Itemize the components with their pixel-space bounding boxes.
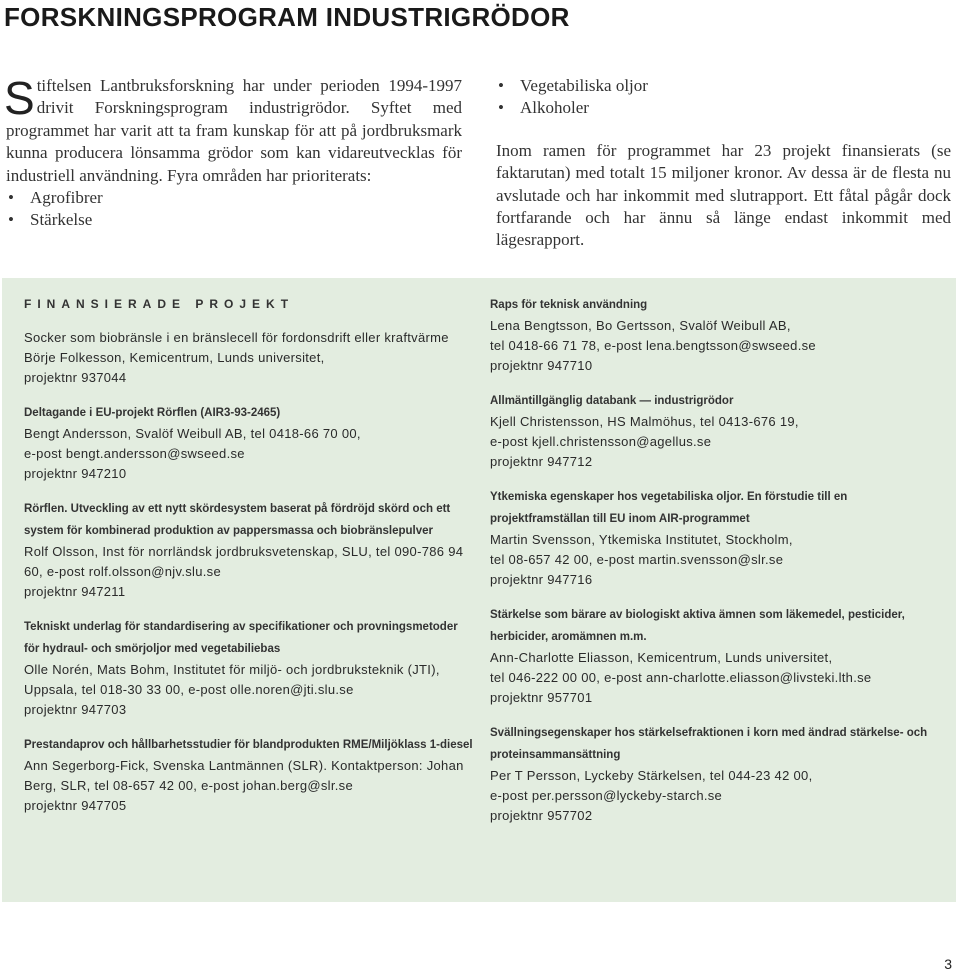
project-detail-line: tel 08-657 42 00, e-post martin.svensson@slr.se bbox=[490, 552, 784, 567]
project-title: Deltagande i EU-projekt Rörflen (AIR3-93-2465) bbox=[24, 407, 281, 419]
fact-box-left-column bbox=[24, 294, 474, 830]
project-title: Rörflen. Utveckling av ett nytt skördesystem baserat på fördröjd skörd och ett system för kombinerad produktion av pappersmassa och biobränslepulver bbox=[24, 503, 451, 537]
project-detail-line: e-post per.persson@lyckeby-starch.se bbox=[490, 788, 723, 803]
project-detail-line: Per T Persson, Lyckeby Stärkelsen, tel 044-23 42 00, bbox=[490, 768, 813, 783]
fact-box-heading: FINANSIERADE PROJEKT bbox=[24, 297, 295, 311]
list-item: • Alkoholer bbox=[496, 97, 951, 119]
project-detail-line: projektnr 947705 bbox=[24, 798, 127, 813]
intro-text: tiftelsen Lantbruksforskning har under perioden 1994-1997 drivit Forskningsprogram industrigrödor. Syftet med programmet har varit att ta fram kunskap för att på jordbruksmark kunna producera lönsamma grödor som kan vidareutvecklas för industriell användning. Fyra områden har prioriterats: bbox=[6, 76, 462, 185]
page-title: FORSKNINGSPROGRAM INDUSTRIGRÖDOR bbox=[4, 2, 570, 32]
intro-paragraph bbox=[4, 72, 462, 187]
project-detail-line: Ann Segerborg-Fick, Svenska Lantmännen (SLR). Kontaktperson: Johan Berg, SLR, tel 08-657 42 00, e-post johan.berg@slr.se bbox=[24, 758, 464, 793]
project-detail-line: Kjell Christensson, HS Malmöhus, tel 0413-676 19, bbox=[490, 414, 799, 429]
project-entry bbox=[24, 734, 474, 816]
project-detail-line: Rolf Olsson, Inst för norrländsk jordbruksvetenskap, SLU, tel 090-786 94 60, e-post rolf.olsson@njv.slu.se bbox=[24, 544, 464, 579]
summary-paragraph: Inom ramen för programmet har 23 projekt finansierats (se faktarutan) med totalt 15 miljoner kronor. Av dessa är de flesta nu avslutade och har inkommit med slutrapport. Ett fåtal pågår dock fortfarande och har ännu så länge endast inkommit med lägesrapport. bbox=[496, 140, 951, 250]
project-detail-line: Socker som biobränsle i en bränslecell för fordonsdrift eller kraftvärme bbox=[24, 330, 449, 345]
fact-box-right-column bbox=[490, 294, 930, 840]
project-title: Ytkemiska egenskaper hos vegetabiliska oljor. En förstudie till en projektframställan till EU inom AIR-programmet bbox=[490, 491, 848, 525]
project-detail-line: Lena Bengtsson, Bo Gertsson, Svalöf Weibull AB, bbox=[490, 318, 791, 333]
project-title: Prestandaprov och hållbarhetsstudier för blandprodukten RME/Miljöklass 1-diesel bbox=[24, 739, 473, 751]
list-item: • Stärkelse bbox=[6, 209, 462, 231]
project-detail-line: projektnr 957701 bbox=[490, 690, 593, 705]
project-detail-line: projektnr 947716 bbox=[490, 572, 593, 587]
project-detail-line: e-post bengt.andersson@swseed.se bbox=[24, 446, 245, 461]
intro-left-column bbox=[4, 72, 462, 232]
project-entry bbox=[490, 390, 930, 472]
project-detail-line: projektnr 947712 bbox=[490, 454, 593, 469]
project-detail-line: Ann-Charlotte Eliasson, Kemicentrum, Lunds universitet, bbox=[490, 650, 833, 665]
project-detail-line: projektnr 947211 bbox=[24, 584, 126, 599]
project-title: Allmäntillgänglig databank — industrigrödor bbox=[490, 395, 734, 407]
project-entry bbox=[24, 616, 474, 720]
project-entry bbox=[490, 294, 930, 376]
list-item: • Agrofibrer bbox=[6, 187, 462, 209]
page-number: 3 bbox=[944, 956, 952, 972]
area-list-left bbox=[6, 187, 462, 232]
project-detail-line: Martin Svensson, Ytkemiska Institutet, Stockholm, bbox=[490, 532, 793, 547]
project-title: Tekniskt underlag för standardisering av specifikationer och provningsmetoder för hydraul- och smörjoljor med vegetabiliebas bbox=[24, 621, 458, 655]
project-title: Raps för teknisk användning bbox=[490, 299, 648, 311]
project-entry bbox=[490, 722, 930, 826]
list-item: • Vegetabiliska oljor bbox=[496, 75, 951, 97]
drop-cap: S bbox=[4, 72, 35, 124]
project-detail-line: e-post kjell.christensson@agellus.se bbox=[490, 434, 712, 449]
area-list-right bbox=[496, 75, 951, 120]
project-detail-line: tel 0418-66 71 78, e-post lena.bengtsson@swseed.se bbox=[490, 338, 816, 353]
intro-right-column bbox=[496, 75, 951, 252]
project-detail-line: tel 046-222 00 00, e-post ann-charlotte.eliasson@livsteki.lth.se bbox=[490, 670, 872, 685]
project-detail-line: Börje Folkesson, Kemicentrum, Lunds universitet, bbox=[24, 350, 325, 365]
project-detail-line: projektnr 957702 bbox=[490, 808, 593, 823]
project-entry bbox=[490, 604, 930, 708]
project-entry bbox=[490, 486, 930, 590]
project-title: Stärkelse som bärare av biologiskt aktiva ämnen som läkemedel, pesticider, herbicider, aromämnen m.m. bbox=[490, 609, 905, 643]
project-entry bbox=[24, 328, 474, 388]
project-detail-line: Bengt Andersson, Svalöf Weibull AB, tel 0418-66 70 00, bbox=[24, 426, 361, 441]
project-detail-line: projektnr 947703 bbox=[24, 702, 127, 717]
project-detail-line: projektnr 947210 bbox=[24, 466, 127, 481]
project-entry bbox=[24, 402, 474, 484]
project-detail-line: projektnr 947710 bbox=[490, 358, 593, 373]
project-entry bbox=[24, 498, 474, 602]
project-title: Svällningsegenskaper hos stärkelsefraktionen i korn med ändrad stärkelse- och proteinsammansättning bbox=[490, 727, 928, 761]
project-detail-line: Olle Norén, Mats Bohm, Institutet för miljö- och jordbruksteknik (JTI), Uppsala, tel 018-30 33 00, e-post olle.noren@jti.slu.se bbox=[24, 662, 440, 697]
project-detail-line: projektnr 937044 bbox=[24, 370, 127, 385]
fact-box bbox=[2, 278, 956, 902]
